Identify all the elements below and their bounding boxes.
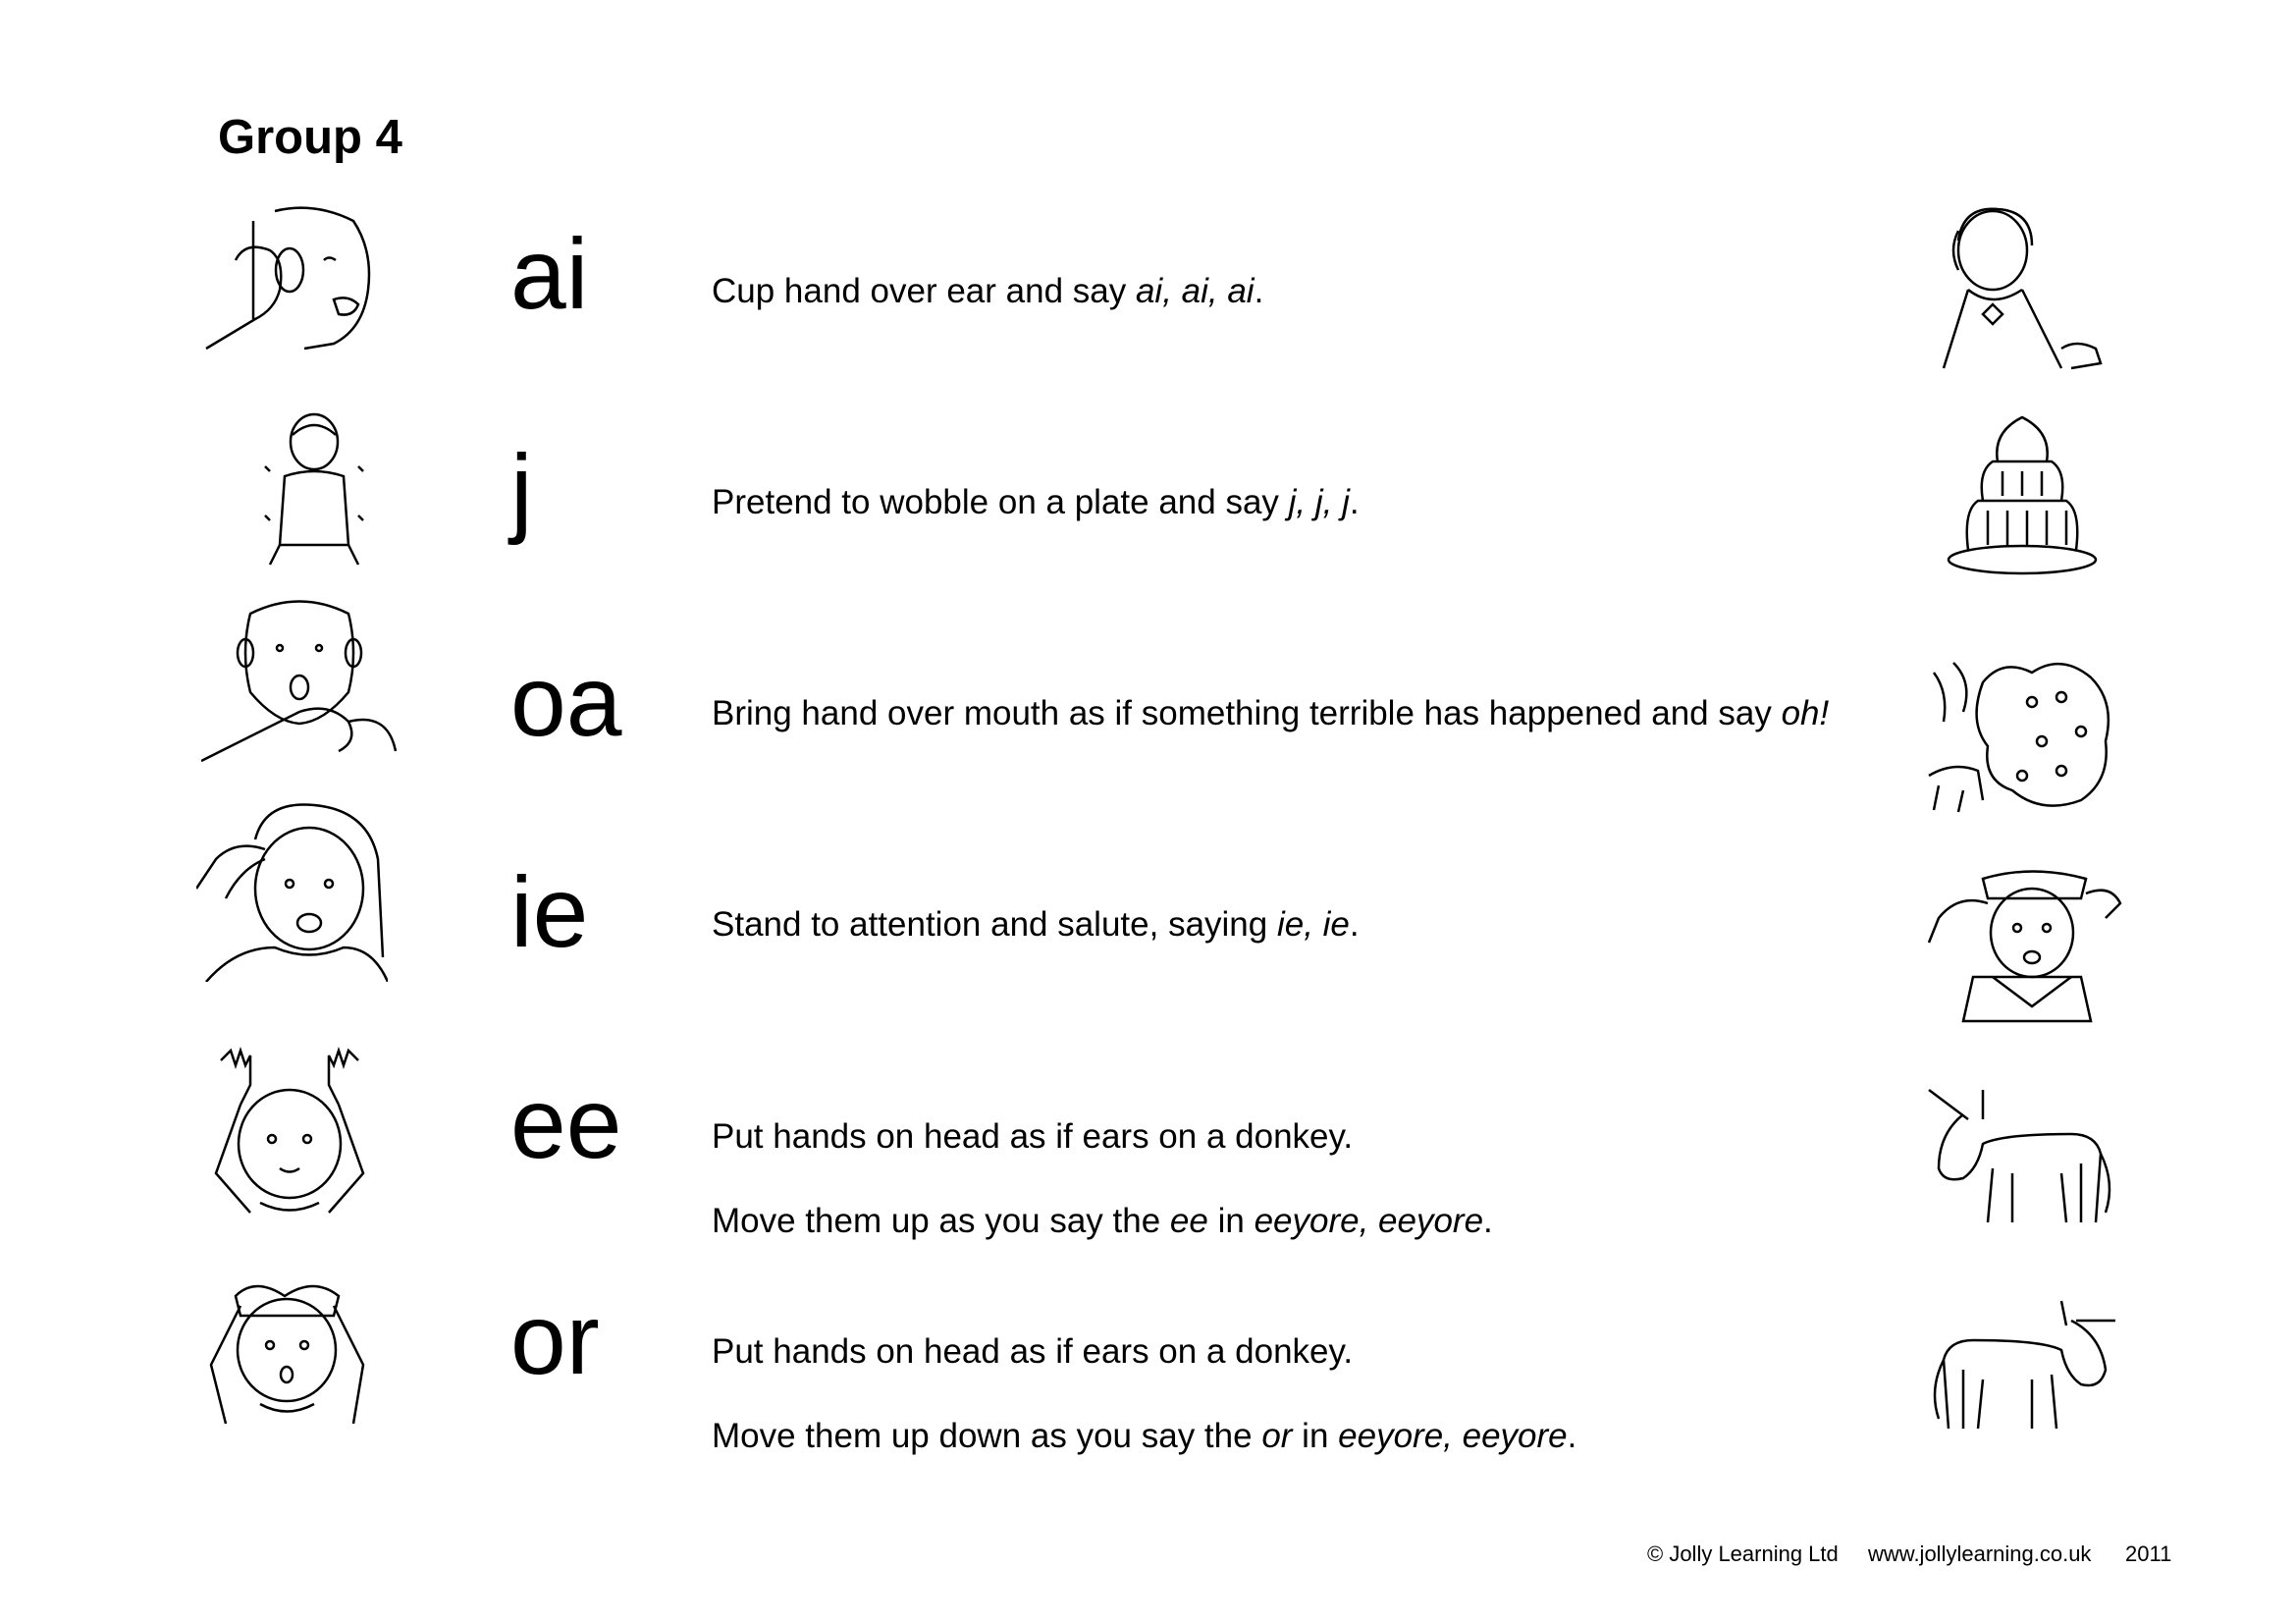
girl-saluting-illustration bbox=[196, 800, 388, 982]
goat-eating-oats-illustration bbox=[1924, 653, 2120, 815]
footer-copyright: © Jolly Learning Ltd bbox=[1647, 1542, 1839, 1566]
page-title: Group 4 bbox=[218, 111, 402, 164]
letters-oa: oa bbox=[510, 645, 622, 757]
letters-ee: ee bbox=[510, 1067, 622, 1179]
sailor-saluting-illustration bbox=[1924, 864, 2125, 1026]
instruction-ee-line1: Put hands on head as if ears on a donkey. bbox=[712, 1117, 1354, 1156]
girl-wobbling-illustration bbox=[260, 407, 368, 579]
footer-year: 2011 bbox=[2125, 1542, 2172, 1566]
girl-listening-illustration bbox=[1924, 201, 2120, 378]
instruction-ie: Stand to attention and salute, saying ie, ie. bbox=[712, 905, 1360, 944]
child-hands-up-illustration bbox=[201, 1046, 378, 1222]
instruction-or-line1: Put hands on head as if ears on a donkey. bbox=[712, 1332, 1354, 1371]
instruction-ai: Cup hand over ear and say ai, ai, ai. bbox=[712, 272, 1264, 310]
boy-hand-over-mouth-illustration bbox=[201, 594, 398, 766]
instruction-j: Pretend to wobble on a plate and say j, j, j. bbox=[712, 483, 1360, 521]
footer-url: www.jollylearning.co.uk bbox=[1868, 1542, 2092, 1566]
jelly-cake-illustration bbox=[1939, 403, 2115, 579]
instruction-ee-line2: Move them up as you say the ee in eeyore, eeyore. bbox=[712, 1202, 1493, 1240]
letters-j: j bbox=[510, 434, 533, 546]
letters-ai: ai bbox=[510, 218, 589, 330]
child-hands-on-head-illustration bbox=[206, 1276, 368, 1424]
child-cupping-ear-illustration bbox=[196, 201, 378, 358]
letters-or: or bbox=[510, 1283, 600, 1395]
donkey-facing-right-illustration bbox=[1924, 1291, 2120, 1438]
letters-ie: ie bbox=[510, 856, 589, 968]
instruction-or-line2: Move them up down as you say the or in eeyore, eeyore. bbox=[712, 1417, 1577, 1455]
donkey-illustration bbox=[1924, 1085, 2120, 1232]
instruction-oa: Bring hand over mouth as if something terrible has happened and say oh! bbox=[712, 694, 1830, 732]
